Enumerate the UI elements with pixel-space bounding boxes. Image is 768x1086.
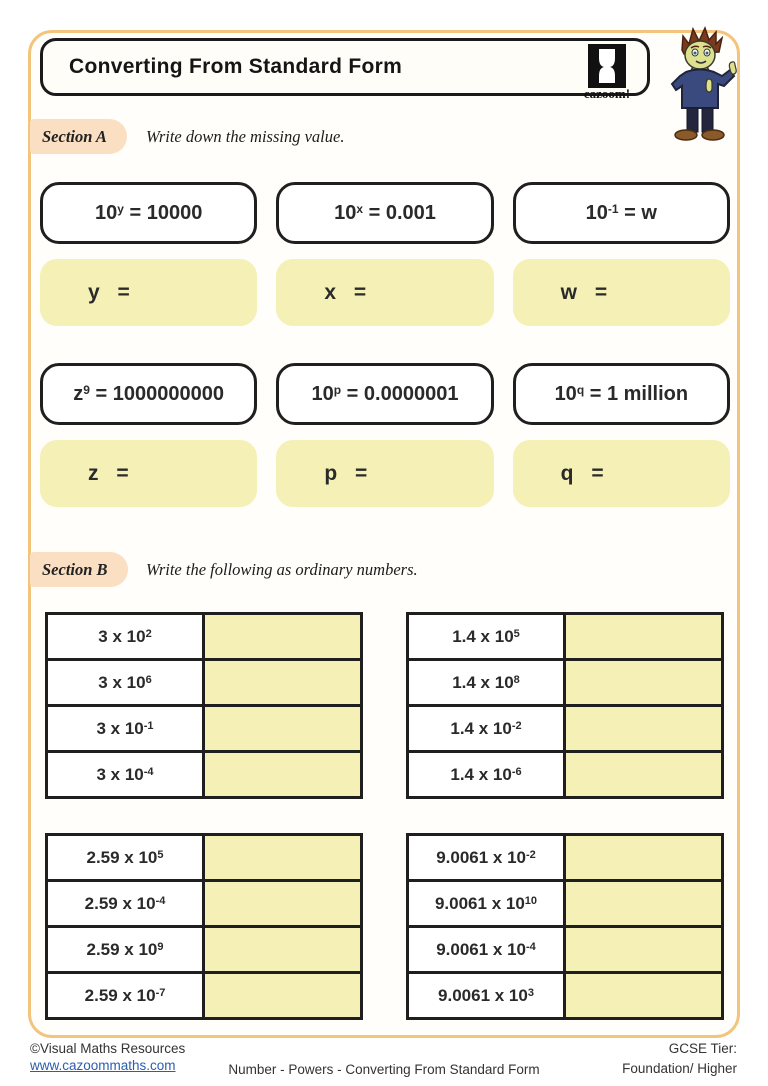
- question-cell: 3 x $10^6$: [47, 660, 204, 706]
- answer-field-y[interactable]: [40, 259, 257, 326]
- table-row: [47, 881, 362, 927]
- equation: $z^9 = 1000000000$: [73, 382, 225, 405]
- table-row: [408, 835, 723, 881]
- question-cell: 9.0061 x $10^{-4}$: [408, 927, 565, 973]
- answer-field-w[interactable]: [513, 259, 730, 326]
- question-row-2: [40, 363, 730, 425]
- answer-cell[interactable]: [204, 835, 362, 881]
- question-cell: 1.4 x $10^{-2}$: [408, 706, 565, 752]
- question-cell: 2.59 x $10^5$: [47, 835, 204, 881]
- equation: $10^{-1} = w$: [585, 201, 657, 224]
- question-box-z9: [40, 363, 257, 425]
- question-cell: 2.59 x $10^{-7}$: [47, 973, 204, 1019]
- table-row: [408, 660, 723, 706]
- copyright-text: ©Visual Maths Resources: [30, 1041, 186, 1056]
- answer-row-1: [40, 259, 730, 326]
- gcse-tier-label: GCSE Tier:: [668, 1041, 737, 1056]
- question-box-10y: [40, 182, 257, 244]
- table-row: [408, 706, 723, 752]
- section-b-label-text: Section B: [42, 559, 108, 579]
- question-cell: 3 x $10^{-1}$: [47, 706, 204, 752]
- page-title: Converting From Standard Form: [69, 55, 403, 78]
- answer-cell[interactable]: [565, 660, 723, 706]
- answer-label: x =: [324, 280, 367, 304]
- question-row-1: [40, 182, 730, 244]
- answer-cell[interactable]: [565, 835, 723, 881]
- answer-label: y =: [88, 280, 130, 304]
- question-box-10x: [276, 182, 493, 244]
- website-link[interactable]: www.cazoommaths.com: [30, 1058, 176, 1073]
- worksheet-topic-text: Number - Powers - Converting From Standard Form: [228, 1062, 540, 1077]
- question-cell: 1.4 x $10^5$: [408, 614, 565, 660]
- question-cell: 9.0061 x $10^3$: [408, 973, 565, 1019]
- question-box-10p: [276, 363, 493, 425]
- answer-field-q[interactable]: [513, 440, 730, 507]
- table-row: [47, 752, 362, 798]
- question-box-10q: [513, 363, 730, 425]
- section-b-instruction: Write the following as ordinary numbers.: [146, 560, 418, 579]
- table-row: [47, 927, 362, 973]
- conversion-table-2: [406, 612, 724, 799]
- section-a-instruction: Write down the missing value.: [146, 127, 345, 146]
- question-cell: 1.4 x $10^8$: [408, 660, 565, 706]
- cazoom-logo-text: cazoom!: [583, 86, 631, 101]
- answer-cell[interactable]: [204, 614, 362, 660]
- question-cell: 9.0061 x $10^{10}$: [408, 881, 565, 927]
- cazoom-logo: [577, 44, 637, 100]
- answer-cell[interactable]: [204, 706, 362, 752]
- answer-row-2: [40, 440, 730, 507]
- question-cell: 9.0061 x $10^{-2}$: [408, 835, 565, 881]
- answer-cell[interactable]: [565, 881, 723, 927]
- gcse-tier-value: Foundation/ Higher: [622, 1061, 737, 1076]
- answer-cell[interactable]: [565, 927, 723, 973]
- answer-cell[interactable]: [565, 973, 723, 1019]
- table-row: [408, 752, 723, 798]
- equation: $10^x = 0.001$: [334, 201, 436, 224]
- answer-field-x[interactable]: [276, 259, 493, 326]
- equation: $10^y = 10000$: [94, 201, 203, 224]
- answer-label: q =: [560, 461, 604, 485]
- answer-cell[interactable]: [204, 973, 362, 1019]
- table-row: [408, 881, 723, 927]
- answer-field-p[interactable]: [276, 440, 493, 507]
- table-row: [408, 927, 723, 973]
- worksheet-title-box: [40, 38, 650, 101]
- question-cell: 3 x $10^{-4}$: [47, 752, 204, 798]
- answer-cell[interactable]: [204, 752, 362, 798]
- question-cell: 1.4 x $10^{-6}$: [408, 752, 565, 798]
- section-a-label: [30, 119, 127, 154]
- answer-field-z[interactable]: [40, 440, 257, 507]
- table-row: [408, 973, 723, 1019]
- answer-cell[interactable]: [204, 660, 362, 706]
- section-b-label: [30, 552, 128, 587]
- question-cell: 2.59 x $10^9$: [47, 927, 204, 973]
- answer-cell[interactable]: [565, 752, 723, 798]
- table-row: [47, 706, 362, 752]
- table-row: [408, 614, 723, 660]
- conversion-table-3: [45, 833, 363, 1020]
- answer-cell[interactable]: [204, 881, 362, 927]
- table-row: [47, 973, 362, 1019]
- conversion-table-4: [406, 833, 724, 1020]
- question-cell: 2.59 x $10^{-4}$: [47, 881, 204, 927]
- question-cell: 3 x $10^2$: [47, 614, 204, 660]
- equation: $10^q = 1$ million: [554, 382, 689, 405]
- table-row: [47, 660, 362, 706]
- answer-cell[interactable]: [565, 706, 723, 752]
- equation: $10^p = 0.0000001$: [311, 382, 459, 405]
- question-box-10neg1: [513, 182, 730, 244]
- table-row: [47, 835, 362, 881]
- answer-label: w =: [560, 280, 608, 304]
- mascot-boy-illustration: [650, 24, 748, 144]
- answer-label: p =: [324, 461, 368, 485]
- answer-label: z =: [88, 461, 129, 485]
- answer-cell[interactable]: [565, 614, 723, 660]
- table-row: [47, 614, 362, 660]
- section-a-label-text: Section A: [42, 126, 107, 146]
- answer-cell[interactable]: [204, 927, 362, 973]
- hourglass-icon: [588, 44, 626, 88]
- conversion-table-1: [45, 612, 363, 799]
